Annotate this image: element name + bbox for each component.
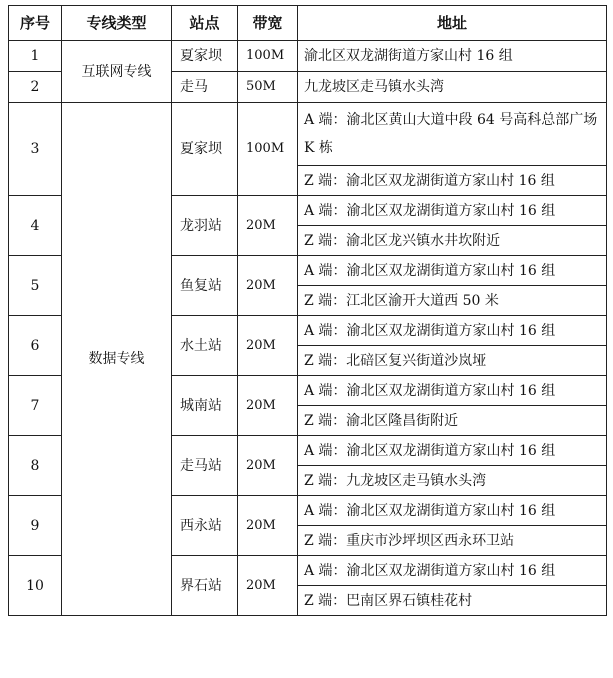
line-type-internet: 互联网专线 xyxy=(62,41,172,103)
row-num: 1 xyxy=(9,41,62,72)
row-bandwidth: 20M xyxy=(238,556,298,616)
row-site: 鱼复站 xyxy=(172,256,238,316)
row-num: 10 xyxy=(9,556,62,616)
row-site: 夏家坝 xyxy=(172,103,238,196)
row-address: 渝北区双龙湖街道方家山村 16 组 xyxy=(298,41,607,72)
row-z-end: Z 端：巴南区界石镇桂花村 xyxy=(298,586,607,616)
row-a-end: A 端：渝北区双龙湖街道方家山村 16 组 xyxy=(298,436,607,466)
row-a-end: A 端：渝北区双龙湖街道方家山村 16 组 xyxy=(298,496,607,526)
row-a-end: A 端：渝北区双龙湖街道方家山村 16 组 xyxy=(298,556,607,586)
row-a-end: A 端：渝北区黄山大道中段 64 号高科总部广场 K 栋 xyxy=(298,103,607,166)
row-bandwidth: 20M xyxy=(238,196,298,256)
row-bandwidth: 100M xyxy=(238,41,298,72)
row-address: 九龙坡区走马镇水头湾 xyxy=(298,72,607,103)
row-bandwidth: 20M xyxy=(238,316,298,376)
row-z-end: Z 端：渝北区隆昌街附近 xyxy=(298,406,607,436)
row-num: 9 xyxy=(9,496,62,556)
row-z-end: Z 端：渝北区龙兴镇水井坎附近 xyxy=(298,226,607,256)
row-num: 3 xyxy=(9,103,62,196)
header-address: 地址 xyxy=(298,6,607,41)
row-site: 走马站 xyxy=(172,436,238,496)
table-row xyxy=(9,41,607,72)
row-num: 6 xyxy=(9,316,62,376)
row-num: 8 xyxy=(9,436,62,496)
row-num: 7 xyxy=(9,376,62,436)
header-bandwidth: 带宽 xyxy=(238,6,298,41)
row-bandwidth: 20M xyxy=(238,376,298,436)
header-type: 专线类型 xyxy=(62,6,172,41)
row-num: 4 xyxy=(9,196,62,256)
row-site: 龙羽站 xyxy=(172,196,238,256)
row-a-end: A 端：渝北区双龙湖街道方家山村 16 组 xyxy=(298,316,607,346)
row-bandwidth: 100M xyxy=(238,103,298,196)
row-a-end: A 端：渝北区双龙湖街道方家山村 16 组 xyxy=(298,256,607,286)
row-site: 西永站 xyxy=(172,496,238,556)
row-bandwidth: 20M xyxy=(238,436,298,496)
header-num: 序号 xyxy=(9,6,62,41)
line-type-data: 数据专线 xyxy=(62,103,172,616)
row-site: 水土站 xyxy=(172,316,238,376)
dedicated-line-table xyxy=(8,5,607,616)
row-a-end: A 端：渝北区双龙湖街道方家山村 16 组 xyxy=(298,196,607,226)
header-site: 站点 xyxy=(172,6,238,41)
header-row xyxy=(9,6,607,41)
row-bandwidth: 20M xyxy=(238,256,298,316)
row-z-end: Z 端：北碚区复兴街道沙岚垭 xyxy=(298,346,607,376)
row-z-end: Z 端：江北区渝开大道西 50 米 xyxy=(298,286,607,316)
row-z-end: Z 端：渝北区双龙湖街道方家山村 16 组 xyxy=(298,166,607,196)
row-z-end: Z 端：九龙坡区走马镇水头湾 xyxy=(298,466,607,496)
row-site: 夏家坝 xyxy=(172,41,238,72)
row-site: 城南站 xyxy=(172,376,238,436)
row-num: 5 xyxy=(9,256,62,316)
row-z-end: Z 端：重庆市沙坪坝区西永环卫站 xyxy=(298,526,607,556)
row-site: 界石站 xyxy=(172,556,238,616)
table-row xyxy=(9,103,607,166)
row-bandwidth: 20M xyxy=(238,496,298,556)
row-site: 走马 xyxy=(172,72,238,103)
row-bandwidth: 50M xyxy=(238,72,298,103)
row-num: 2 xyxy=(9,72,62,103)
row-a-end: A 端：渝北区双龙湖街道方家山村 16 组 xyxy=(298,376,607,406)
